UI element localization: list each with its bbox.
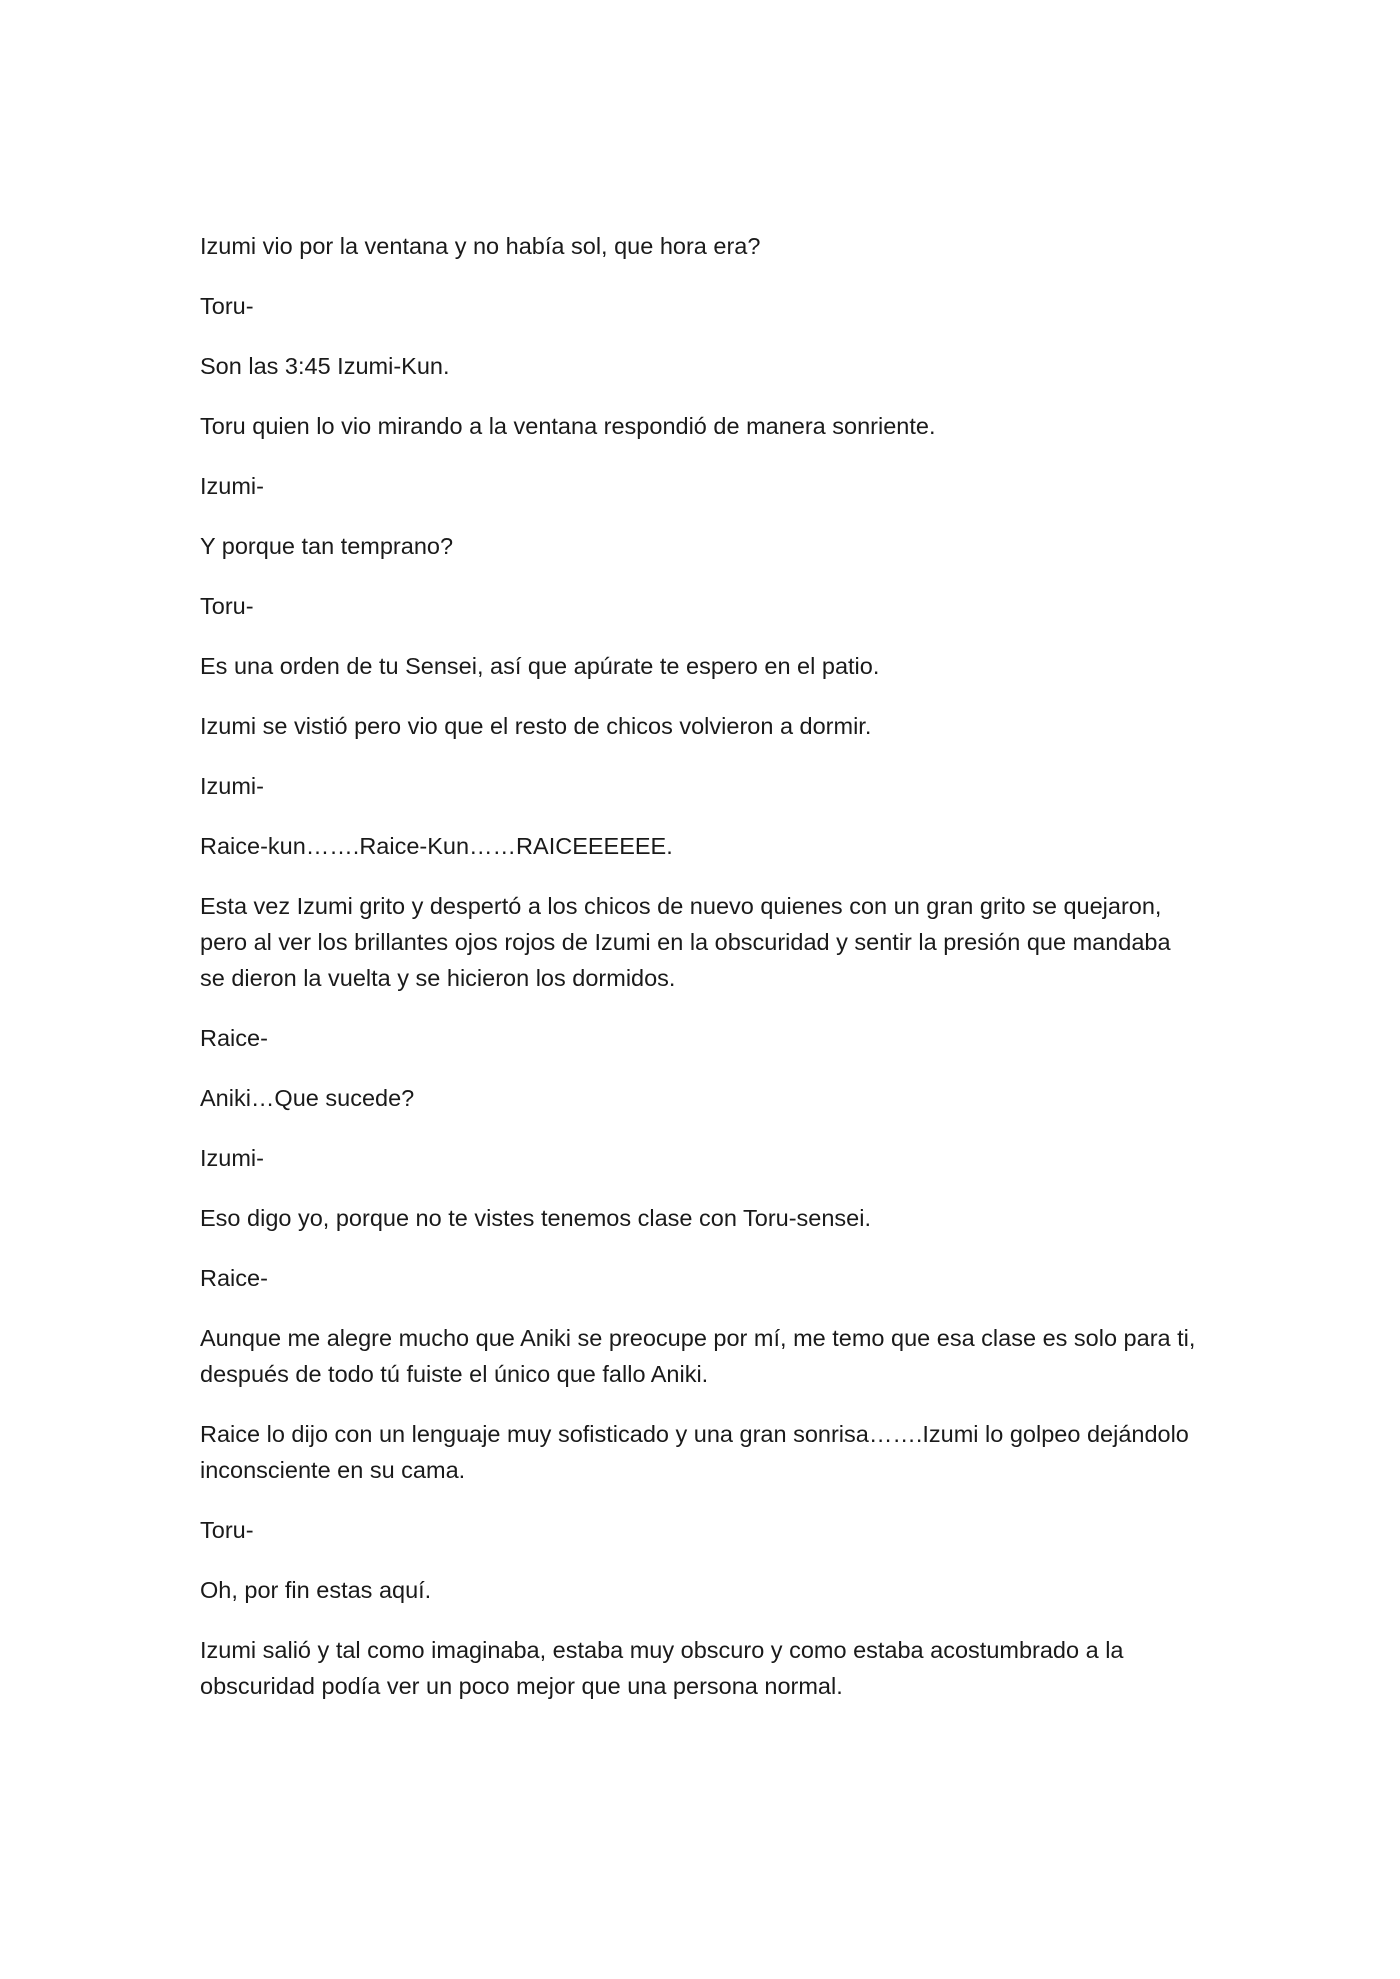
- paragraph: Son las 3:45 Izumi-Kun.: [200, 353, 450, 379]
- speaker-label: Izumi-: [200, 473, 264, 499]
- speaker-label: Izumi-: [200, 773, 264, 799]
- paragraph: Raice-kun…….Raice-Kun……RAICEEEEEE.: [200, 833, 673, 859]
- paragraph: Raice lo dijo con un lenguaje muy sofisticado y una gran sonrisa…….Izumi lo golpeo dejándolo inconsciente en su cama.: [200, 1421, 1189, 1483]
- paragraph: Eso digo yo, porque no te vistes tenemos clase con Toru-sensei.: [200, 1205, 872, 1231]
- speaker-label: Toru-: [200, 293, 254, 319]
- speaker-label: Raice-: [200, 1265, 268, 1291]
- paragraph: Aniki…Que sucede?: [200, 1085, 415, 1111]
- paragraph: Aunque me alegre mucho que Aniki se preocupe por mí, me temo que esa clase es solo para ti, después de todo tú fuiste el único que fallo Aniki.: [200, 1325, 1196, 1387]
- paragraph: Izumi se vistió pero vio que el resto de chicos volvieron a dormir.: [200, 713, 872, 739]
- paragraph: Y porque tan temprano?: [200, 533, 454, 559]
- paragraph: Toru quien lo vio mirando a la ventana respondió de manera sonriente.: [200, 413, 936, 439]
- paragraph: Izumi vio por la ventana y no había sol, que hora era?: [200, 233, 761, 259]
- paragraph: Izumi salió y tal como imaginaba, estaba muy obscuro y como estaba acostumbrado a la obscuridad podía ver un poco mejor que una persona normal.: [200, 1637, 1124, 1699]
- paragraph: Esta vez Izumi grito y despertó a los chicos de nuevo quienes con un gran grito se quejaron, pero al ver los brillantes ojos rojos de Izumi en la obscuridad y sentir la presión que mandaba se dieron la vuelta y se hicieron los dormidos.: [200, 893, 1171, 991]
- document-body: [200, 228, 1200, 1728]
- paragraph: Es una orden de tu Sensei, así que apúrate te espero en el patio.: [200, 653, 880, 679]
- speaker-label: Izumi-: [200, 1145, 264, 1171]
- speaker-label: Toru-: [200, 593, 254, 619]
- speaker-label: Raice-: [200, 1025, 268, 1051]
- paragraph: Oh, por fin estas aquí.: [200, 1577, 432, 1603]
- speaker-label: Toru-: [200, 1517, 254, 1543]
